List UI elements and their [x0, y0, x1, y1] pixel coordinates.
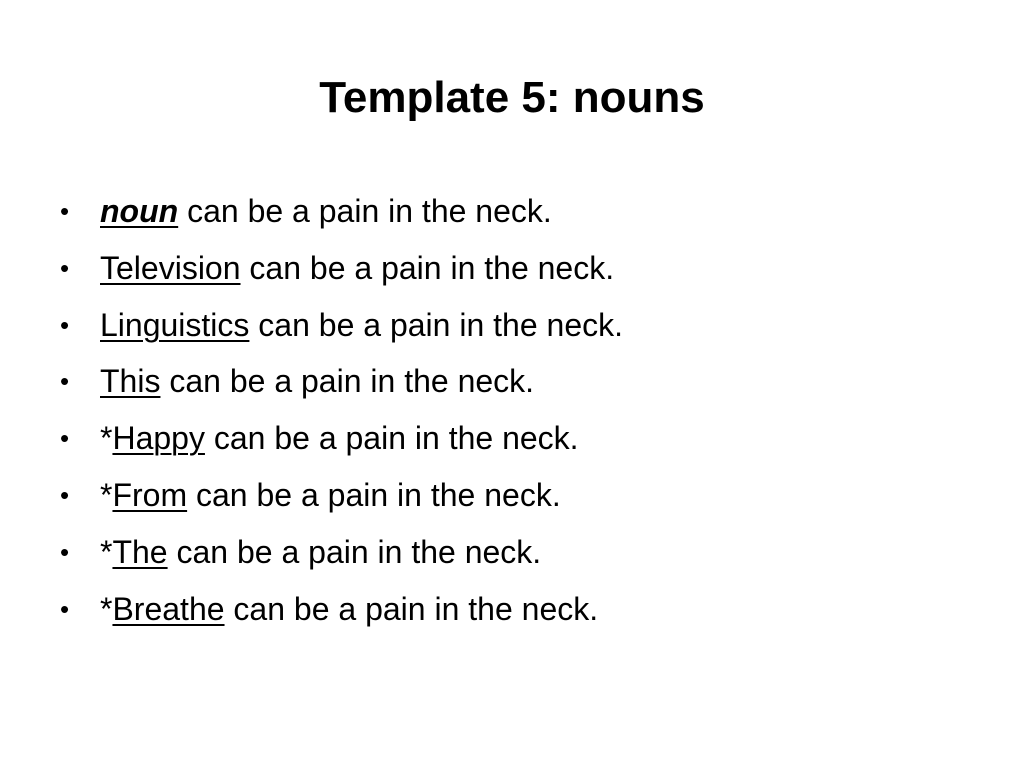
bullet-item [60, 581, 623, 638]
bullet-item [60, 183, 623, 240]
bullet-keyword: Television [100, 249, 241, 286]
bullet-item [60, 297, 623, 354]
bullet-icon: • [60, 593, 70, 624]
bullet-icon: • [60, 252, 70, 283]
bullet-text: can be a pain in the neck. [160, 363, 535, 400]
bullet-icon: • [60, 366, 70, 397]
bullet-text: can be a pain in the neck. [240, 249, 615, 286]
bullet-keyword: noun [100, 193, 179, 229]
bullet-prefix: * [100, 590, 113, 627]
bullet-item [60, 353, 623, 410]
bullet-prefix: * [100, 476, 113, 513]
bullet-icon: • [60, 309, 70, 340]
bullet-list [60, 183, 623, 637]
bullet-item [60, 467, 623, 524]
bullet-prefix: * [100, 420, 113, 457]
bullet-prefix: * [100, 533, 113, 570]
bullet-icon: • [60, 196, 70, 226]
bullet-text: can be a pain in the neck. [204, 420, 579, 457]
bullet-keyword: Linguistics [100, 306, 250, 343]
bullet-icon: • [60, 536, 70, 567]
bullet-keyword: Happy [112, 420, 205, 457]
bullet-text: can be a pain in the neck. [249, 306, 623, 343]
bullet-item [60, 524, 623, 581]
bullet-keyword: From [112, 476, 188, 513]
bullet-keyword: Breathe [112, 590, 225, 627]
bullet-text: can be a pain in the neck. [224, 590, 599, 627]
bullet-icon: • [60, 479, 70, 510]
bullet-keyword: This [100, 363, 161, 400]
slide-title: Template 5: nouns [319, 73, 705, 122]
bullet-item [60, 410, 623, 467]
bullet-icon: • [60, 423, 70, 454]
bullet-text: can be a pain in the neck. [167, 533, 542, 570]
bullet-text: can be a pain in the neck. [178, 193, 552, 229]
bullet-keyword: The [112, 533, 168, 570]
bullet-text: can be a pain in the neck. [187, 476, 561, 513]
bullet-item [60, 240, 623, 297]
